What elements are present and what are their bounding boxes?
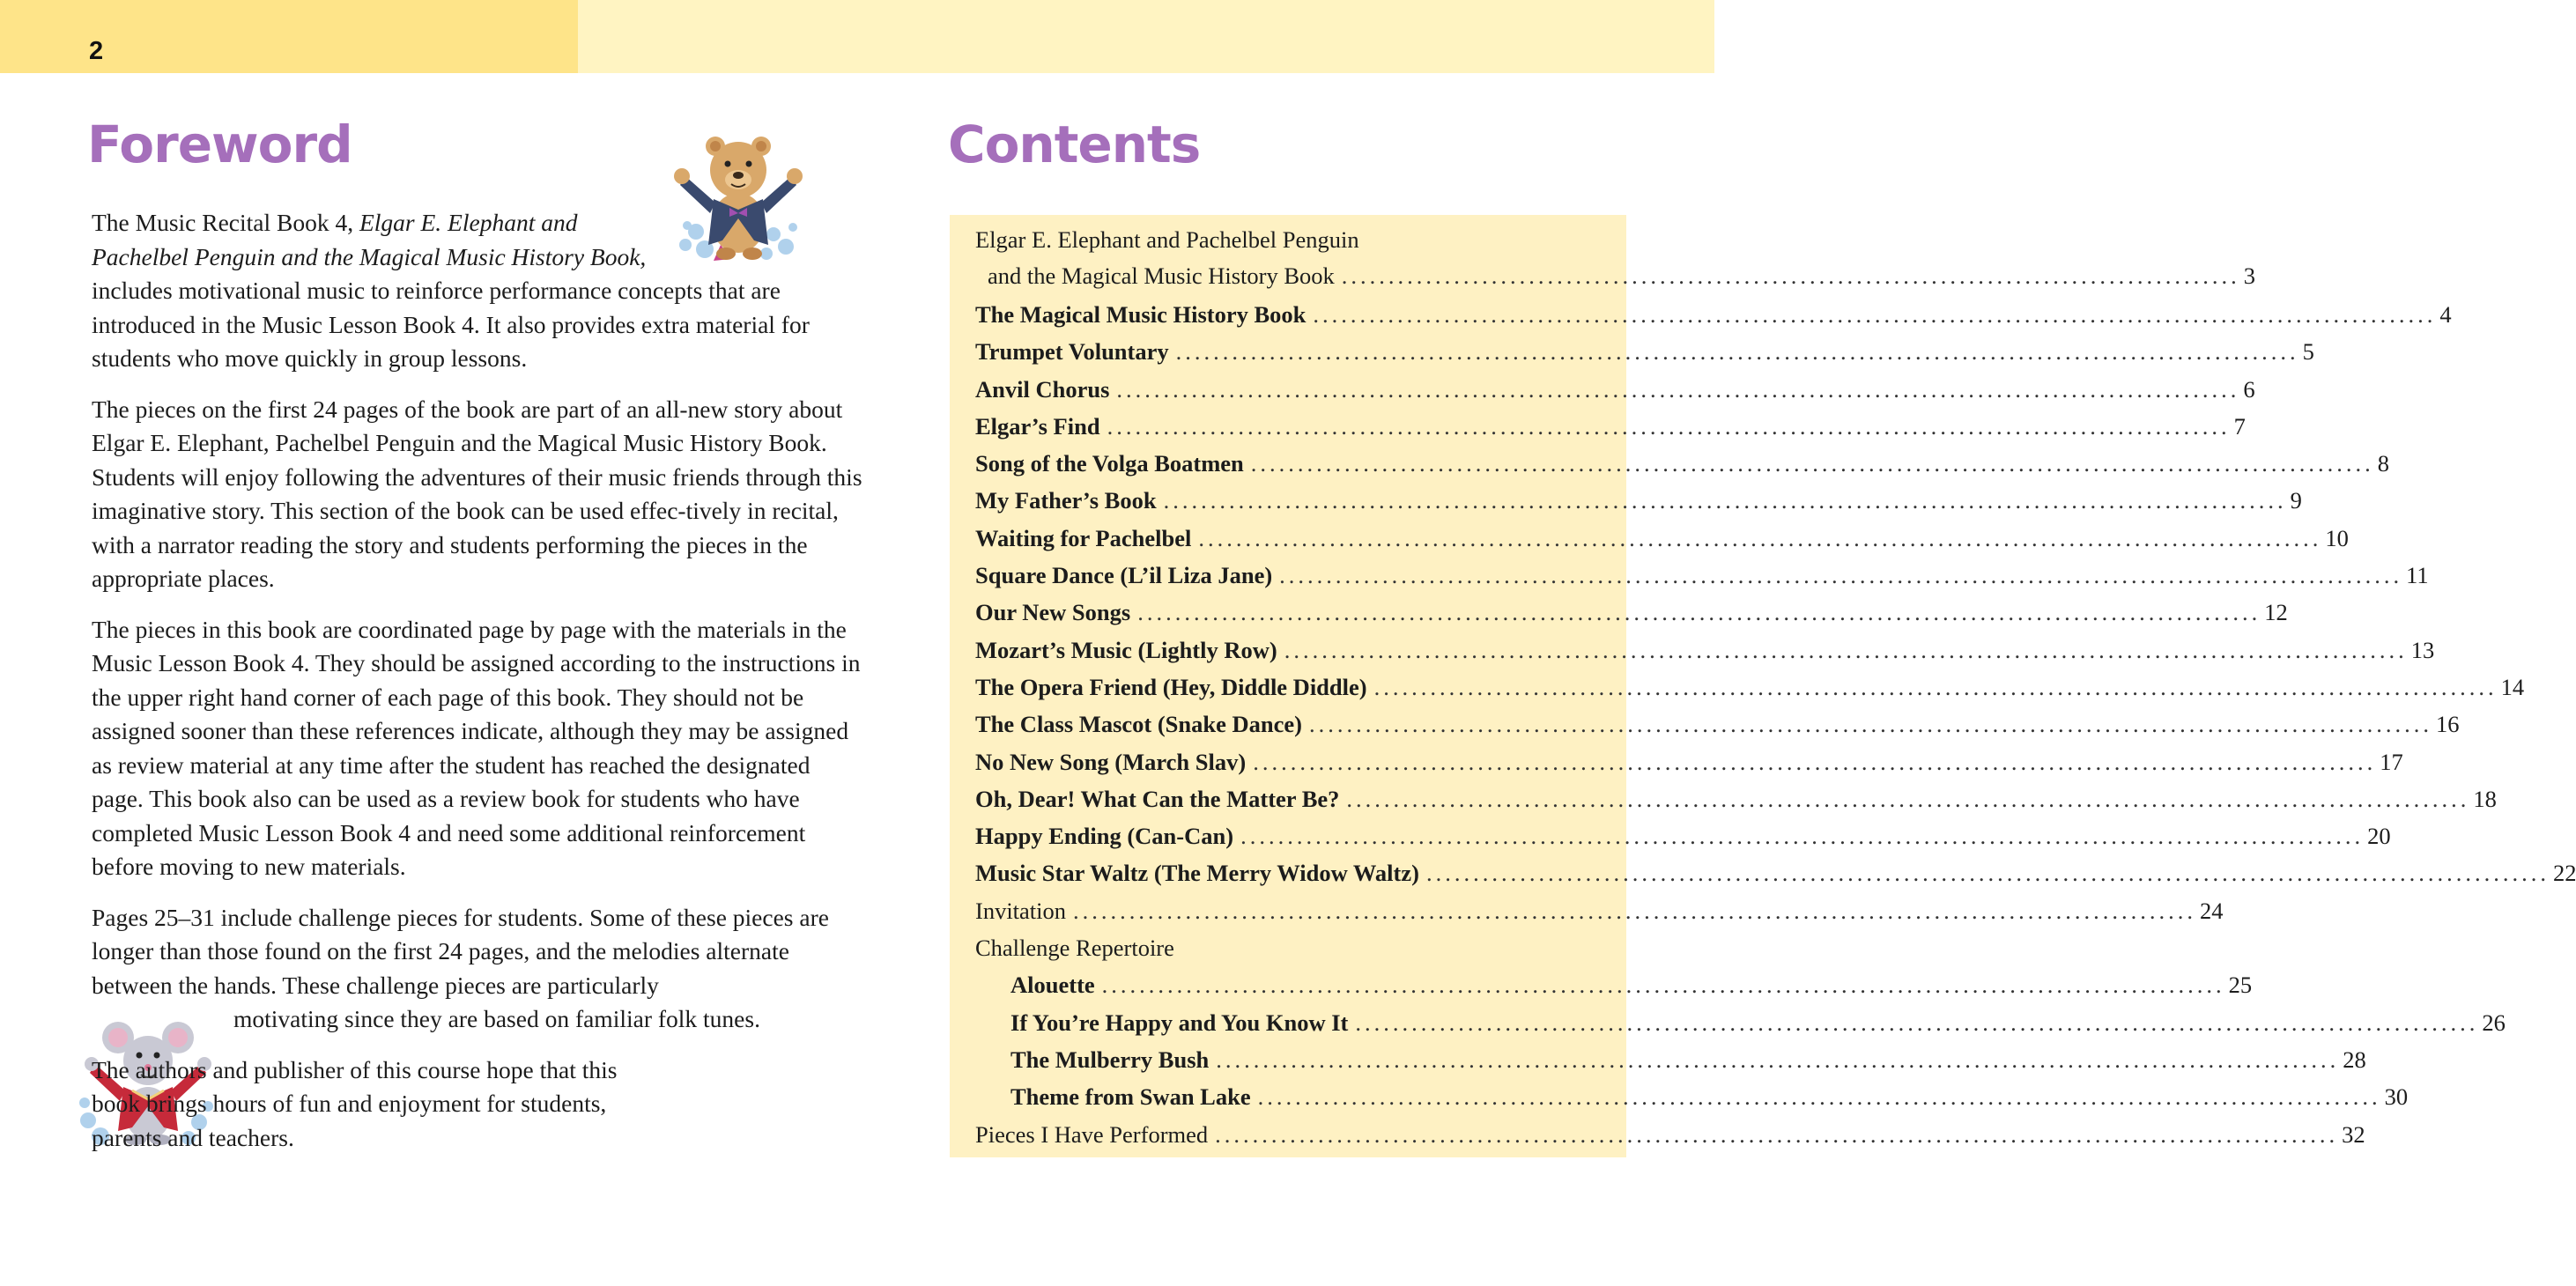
toc-entry: Music Star Waltz (The Merry Widow Waltz) ........................................................................................................................ 22 — [975, 854, 1603, 891]
toc-leader-dots: ........................................................................................................................ — [1175, 338, 2299, 366]
toc-entry: If You’re Happy and You Know It ........................................................................................................................ 26 — [975, 1004, 1603, 1041]
toc-leader-dots: ........................................................................................................................ — [1216, 1046, 2340, 1073]
toc-entry: The Magical Music History Book ........................................................................................................................ 4 — [975, 296, 1603, 333]
foreword-paragraph-4: Pages 25–31 include challenge pieces for students. Some of these pieces are longer than those found on the first 24 pages, and the melodies alternate between the hands. These challenge pieces are particularly motivating since they are based on familiar folk tunes. — [92, 903, 829, 1032]
foreword-body — [92, 206, 867, 1171]
toc-leader-dots: ........................................................................................................................ — [1116, 375, 2240, 403]
header-bar-right — [578, 0, 1714, 73]
toc-entry: Waiting for Pachelbel ........................................................................................................................ 10 — [975, 520, 1603, 557]
toc-entry: Elgar E. Elephant and Pachelbel Penguin — [975, 226, 1359, 253]
toc-entry: The Mulberry Bush ........................................................................................................................ 28 — [975, 1041, 1603, 1078]
toc-leader-dots: ........................................................................................................................ — [1355, 1009, 2479, 1036]
toc-leader-dots: ........................................................................................................................ — [1163, 487, 2287, 514]
toc-entry: Pieces I Have Performed ........................................................................................................................ 32 — [975, 1116, 1603, 1153]
toc-entry: Trumpet Voluntary ........................................................................................................................ 5 — [975, 333, 1603, 370]
toc-entry: Song of the Volga Boatmen ........................................................................................................................ 8 — [975, 445, 1603, 482]
table-of-contents — [975, 224, 2576, 1153]
toc-leader-dots: ........................................................................................................................ — [1250, 450, 2374, 477]
toc-leader-dots: ........................................................................................................................ — [1137, 599, 2261, 626]
foreword-paragraph-2: The pieces on the first 24 pages of the book are part of an all-new story about Elgar E. Elephant, Pachelbel Penguin and the Magical Music History Book. Students will enjoy following the adventures of their music friends through this imaginative story. This section of the book can be used effec-tively in recital, with a narrator reading the story and students performing the pieces in the appropriate places. — [92, 395, 862, 592]
toc-entry: and the Magical Music History Book ................................................................................................ 3 — [975, 255, 1603, 296]
toc-leader-dots: ........................................................................................................................ — [1279, 562, 2403, 589]
toc-leader-dots: ........................................................................................................................ — [1215, 1120, 2339, 1148]
toc-leader-dots: ................................................................................................ — [1341, 262, 2240, 289]
toc-leader-dots: ........................................................................................................................ — [1346, 785, 2470, 812]
toc-leader-dots: ........................................................................................................................ — [1313, 301, 2437, 328]
toc-entry: The Class Mascot (Snake Dance) ........................................................................................................................ 16 — [975, 706, 1603, 743]
header-bar-left — [0, 0, 578, 73]
foreword-paragraph-1: The Music Recital Book 4, Elgar E. Elephant and Pachelbel Penguin and the Magical Music History Book, includes motivational music to reinforce performance concepts that are introduced in the Music Lesson Book 4. It also provides extra material for students who move quickly in group lessons. — [92, 209, 810, 372]
toc-leader-dots: ........................................................................................................................ — [1373, 673, 2498, 700]
toc-entry: No New Song (March Slav) ........................................................................................................................ 17 — [975, 743, 1603, 780]
toc-leader-dots: ........................................................................................................................ — [1257, 1083, 2381, 1111]
toc-entry: The Opera Friend (Hey, Diddle Diddle) ........................................................................................................................ 14 — [975, 669, 1603, 706]
toc-leader-dots: ........................................................................................................................ — [1107, 412, 2231, 440]
toc-leader-dots: ........................................................................................................................ — [1284, 636, 2408, 663]
toc-leader-dots: ........................................................................................................................ — [1240, 823, 2365, 850]
toc-entry: Square Dance (L’il Liza Jane) ........................................................................................................................ 11 — [975, 557, 1603, 594]
toc-entry: Our New Songs ........................................................................................................................ 12 — [975, 594, 1603, 631]
toc-leader-dots: ........................................................................................................................ — [1073, 897, 2197, 924]
toc-leader-dots: ........................................................................................................................ — [1101, 972, 2225, 999]
toc-entry: My Father’s Book ........................................................................................................................ 9 — [975, 482, 1603, 519]
toc-entry: Oh, Dear! What Can the Matter Be? ........................................................................................................................ 18 — [975, 780, 1603, 817]
toc-entry: Elgar’s Find ........................................................................................................................ 7 — [975, 408, 1603, 445]
toc-leader-dots: ........................................................................................................................ — [1198, 524, 2322, 551]
foreword-title: Foreword — [87, 115, 352, 174]
toc-entry: Alouette ........................................................................................................................ 25 — [975, 966, 1603, 1003]
foreword-paragraph-5: The authors and publisher of this course hope that this book brings hours of fun and enjoyment for students, parents and teachers. — [92, 1055, 618, 1151]
toc-leader-dots: ........................................................................................................................ — [1253, 748, 2377, 775]
toc-section-heading: Challenge Repertoire — [975, 935, 1174, 962]
toc-leader-dots: ........................................................................................................................ — [1309, 711, 2432, 738]
toc-entry: Invitation ........................................................................................................................ 24 — [975, 892, 1603, 929]
toc-entry: Mozart’s Music (Lightly Row) ........................................................................................................................ 13 — [975, 632, 1603, 669]
toc-leader-dots: ........................................................................................................................ — [1425, 860, 2550, 887]
toc-entry: Theme from Swan Lake ........................................................................................................................ 30 — [975, 1078, 1603, 1115]
contents-title: Contents — [948, 115, 1201, 174]
toc-entry: Happy Ending (Can-Can) ........................................................................................................................ 20 — [975, 817, 1603, 854]
foreword-paragraph-3: The pieces in this book are coordinated page by page with the materials in the Music Lesson Book 4. They should be assigned according to the instructions in the upper right hand corner of each page of this book. They should not be assigned sooner than these references indicate, although they may be assigned as review material at any time after the student has reached the designated page. This book also can be used as a review book for students who have completed Music Lesson Book 4 and need some additional reinforcement before moving to new materials. — [92, 615, 861, 880]
page-number: 2 — [89, 37, 104, 65]
toc-entry: Anvil Chorus ........................................................................................................................ 6 — [975, 371, 1603, 408]
